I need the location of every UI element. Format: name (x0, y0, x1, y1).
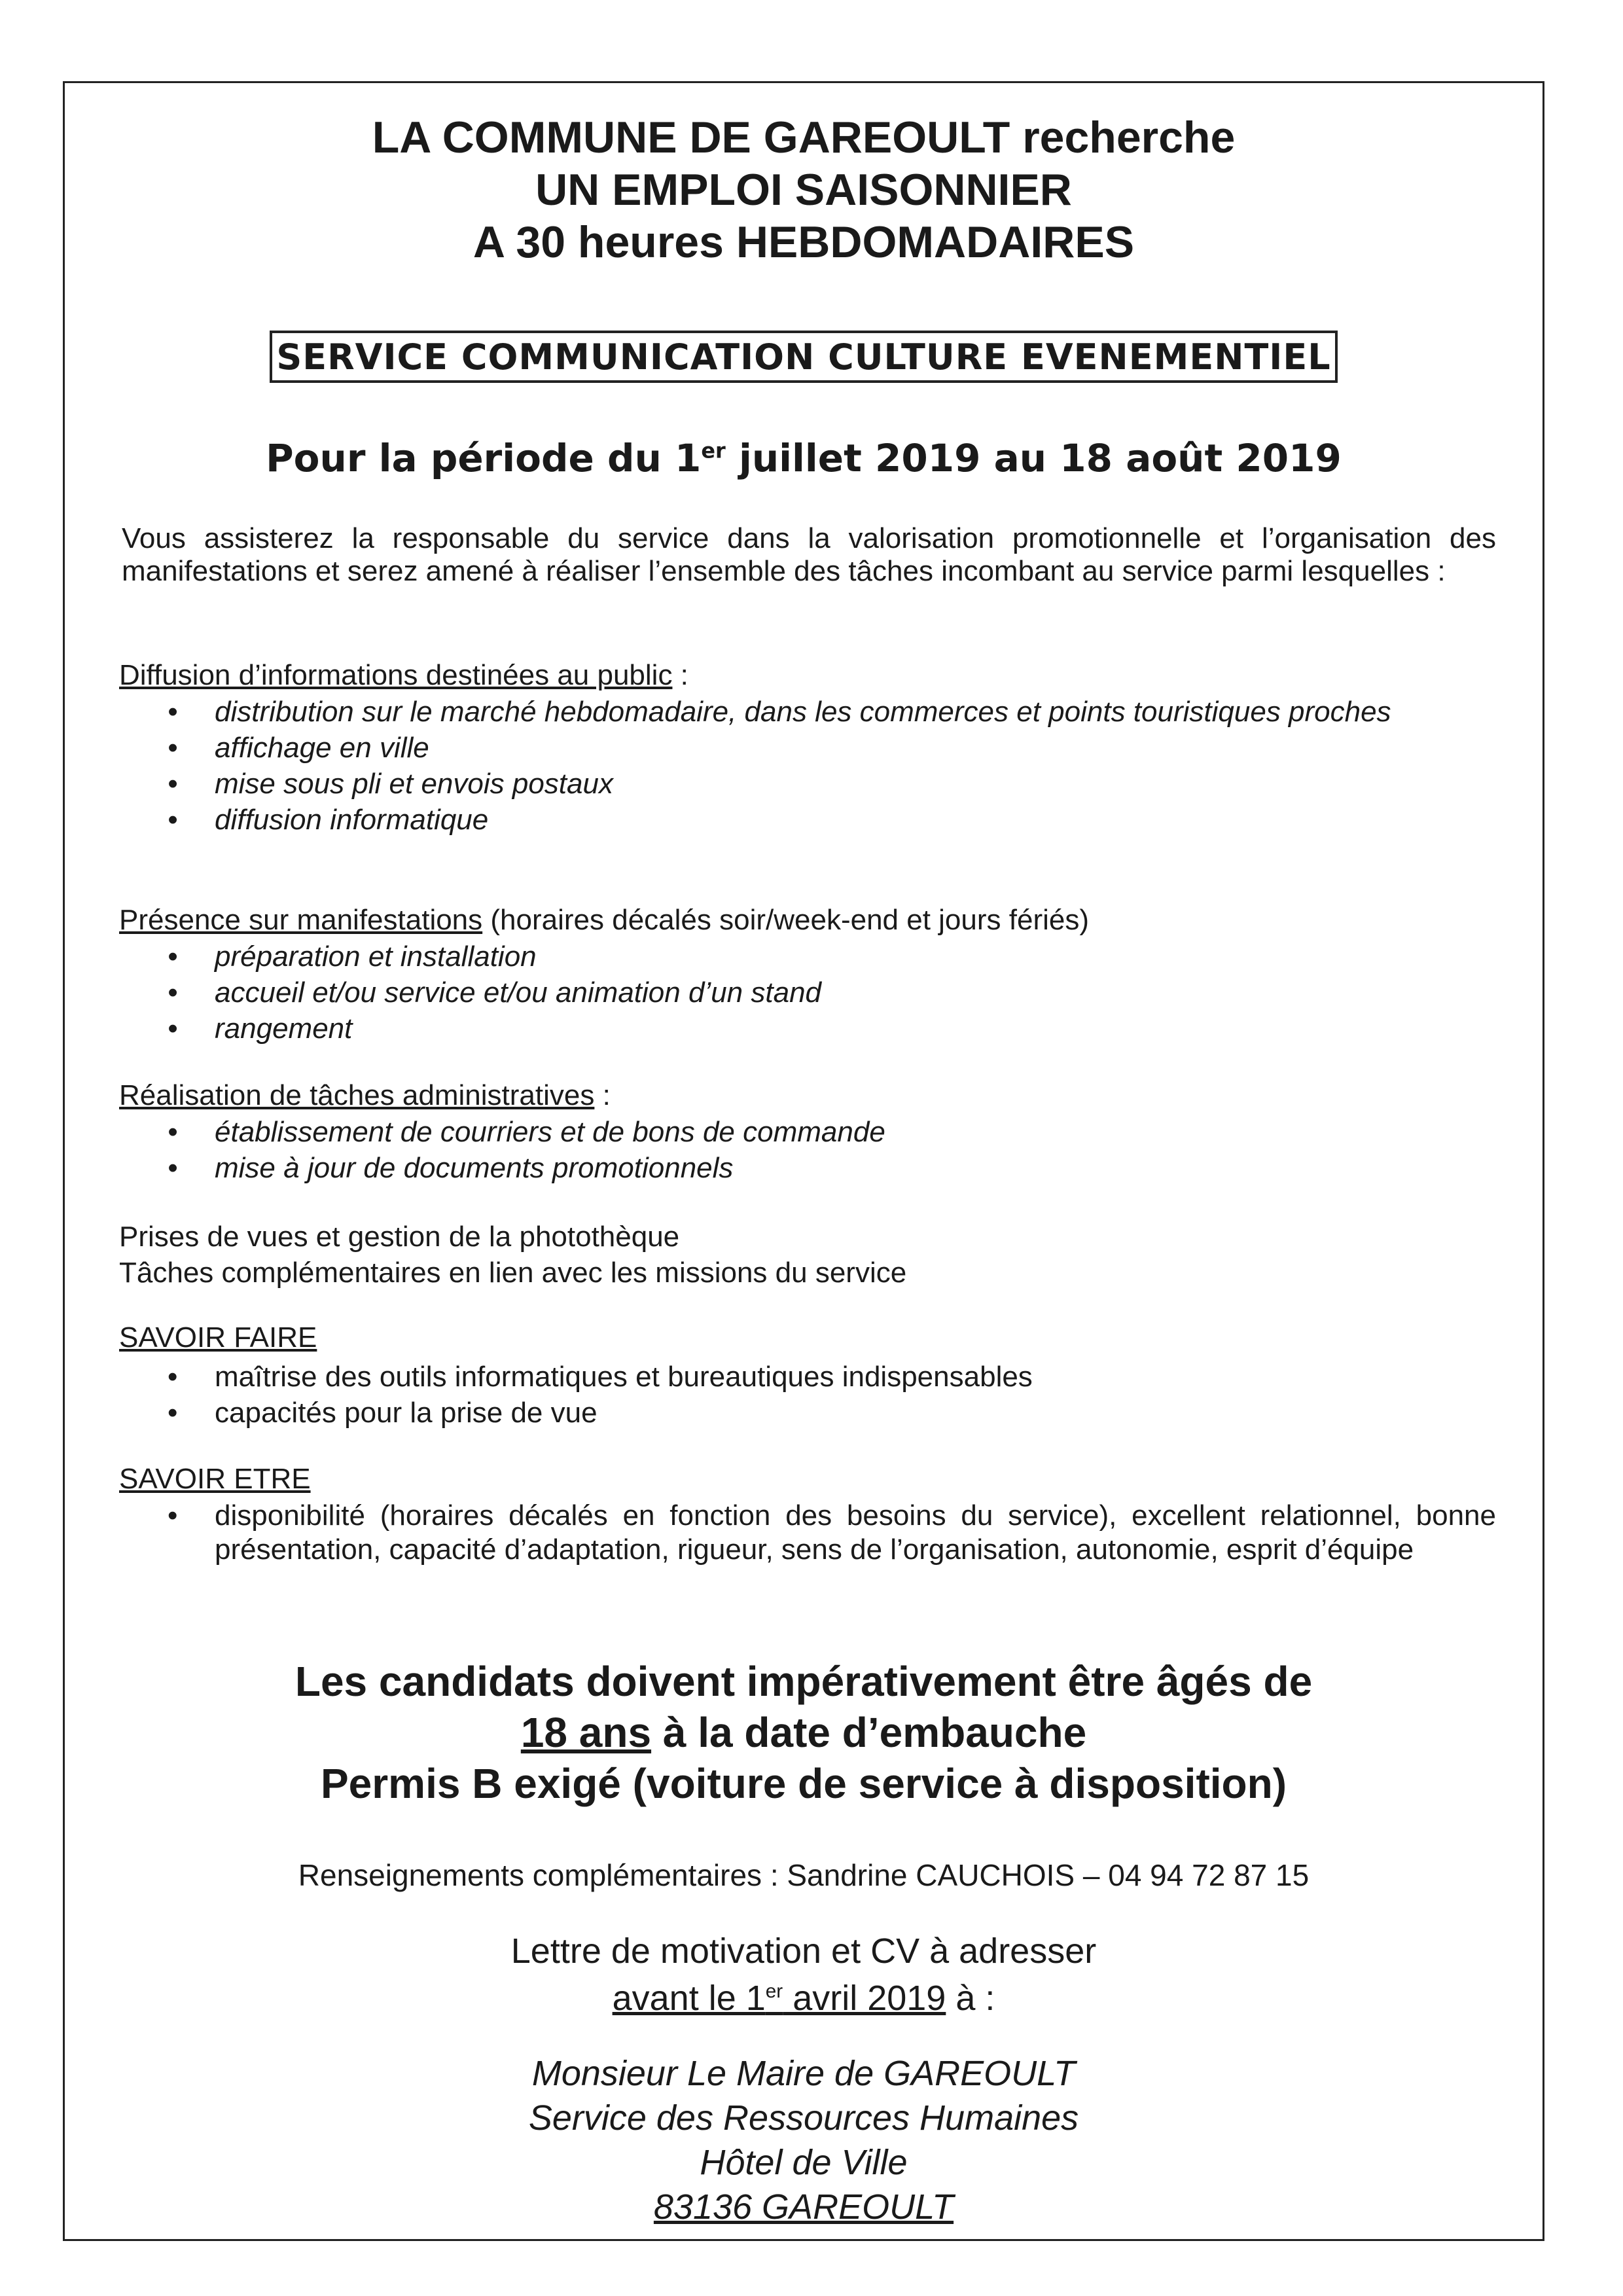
deadline-sup: er (765, 1981, 783, 2002)
address-line-4: 83136 GAREOULT (653, 2187, 954, 2227)
service-title: SERVICE COMMUNICATION CULTURE EVENEMENTIEL (270, 331, 1337, 383)
conditions-line-2 (63, 1707, 1544, 1758)
extra-line-2: Tâches complémentaires en lien avec les missions du service (119, 1257, 907, 1289)
header-line-1: LA COMMUNE DE GAREOULT recherche (372, 113, 1236, 162)
contact-line: Renseignements complémentaires : Sandrine CAUCHOIS – 04 94 72 87 15 (298, 1858, 1310, 1892)
admin-heading (119, 1079, 611, 1113)
list-item: • préparation et installation (168, 939, 1496, 975)
list-item: • mise à jour de documents promotionnels (168, 1150, 1496, 1186)
deadline-prefix: avant le 1 (612, 1979, 766, 2018)
list-item: • accueil et/ou service et/ou animation d’un stand (168, 975, 1496, 1011)
savoir-faire-list (168, 1359, 1496, 1431)
conditions-block (63, 1656, 1544, 1809)
list-item: • affichage en ville (168, 730, 1496, 766)
presence-heading-text: Présence sur manifestations (119, 904, 483, 936)
list-item: • mise sous pli et envois postaux (168, 766, 1496, 802)
diffusion-heading-suffix: : (672, 659, 688, 691)
savoir-etre-heading: SAVOIR ETRE (119, 1463, 311, 1495)
extra-line-1: Prises de vues et gestion de la photothèque (119, 1221, 680, 1253)
period-sup: er (701, 438, 726, 463)
savoir-etre-list (168, 1499, 1496, 1567)
list-item: • rangement (168, 1011, 1496, 1047)
address-block (63, 2051, 1544, 2229)
address-line-2: Service des Ressources Humaines (528, 2098, 1079, 2138)
address-line-1: Monsieur Le Maire de GAREOULT (531, 2054, 1076, 2093)
application-line-2 (63, 1975, 1544, 2022)
age-requirement: 18 ans (520, 1709, 652, 1756)
admin-list (168, 1114, 1496, 1186)
list-item: • capacités pour la prise de vue (168, 1395, 1496, 1431)
address-line-3: Hôtel de Ville (700, 2143, 908, 2182)
conditions-line-1: Les candidats doivent impérativement être âgés de (294, 1658, 1313, 1705)
period-line (63, 436, 1544, 480)
conditions-line-2-suffix: à la date d’embauche (651, 1709, 1087, 1756)
application-block (63, 1928, 1544, 2022)
savoir-faire-heading: SAVOIR FAIRE (119, 1321, 317, 1354)
period-suffix: juillet 2019 au 18 août 2019 (725, 436, 1342, 480)
service-title-wrapper (63, 331, 1544, 383)
list-item: • maîtrise des outils informatiques et bureautiques indispensables (168, 1359, 1496, 1395)
diffusion-heading-text: Diffusion d’informations destinées au public (119, 659, 673, 691)
conditions-line-3: Permis B exigé (voiture de service à disposition) (320, 1760, 1287, 1807)
header-line-2: UN EMPLOI SAISONNIER (535, 165, 1072, 215)
application-line-1: Lettre de motivation et CV à adresser (510, 1931, 1097, 1971)
presence-heading (119, 903, 1089, 937)
diffusion-list (168, 694, 1496, 838)
header-line-3: A 30 heures HEBDOMADAIRES (473, 217, 1135, 267)
list-item: • diffusion informatique (168, 802, 1496, 838)
list-item: • établissement de courriers et de bons de commande (168, 1114, 1496, 1150)
extra-tasks (119, 1219, 906, 1291)
presence-list (168, 939, 1496, 1047)
admin-heading-text: Réalisation de tâches administratives (119, 1079, 595, 1111)
period-prefix: Pour la période du 1 (266, 436, 702, 480)
intro-paragraph: Vous assisterez la responsable du service dans la valorisation promotionnelle et l’organisation des manifestations et serez amené à réaliser l’ensemble des tâches incombant au service parmi lesquelles : (122, 522, 1496, 587)
deadline (613, 1979, 946, 2018)
deadline-suffix: avril 2019 (783, 1979, 946, 2018)
list-item: • distribution sur le marché hebdomadaire, dans les commerces et points touristiques proches (168, 694, 1496, 730)
header-title (63, 111, 1544, 268)
admin-heading-suffix: : (594, 1079, 611, 1111)
presence-heading-note: (horaires décalés soir/week-end et jours fériés) (482, 904, 1089, 936)
deadline-colon: à : (946, 1979, 995, 2018)
list-item: • disponibilité (horaires décalés en fonction des besoins du service), excellent relationnel, bonne présentation, capacité d’adaptation, rigueur, sens de l’organisation, autonomie, esprit d’équipe (168, 1499, 1496, 1567)
diffusion-heading (119, 658, 688, 692)
